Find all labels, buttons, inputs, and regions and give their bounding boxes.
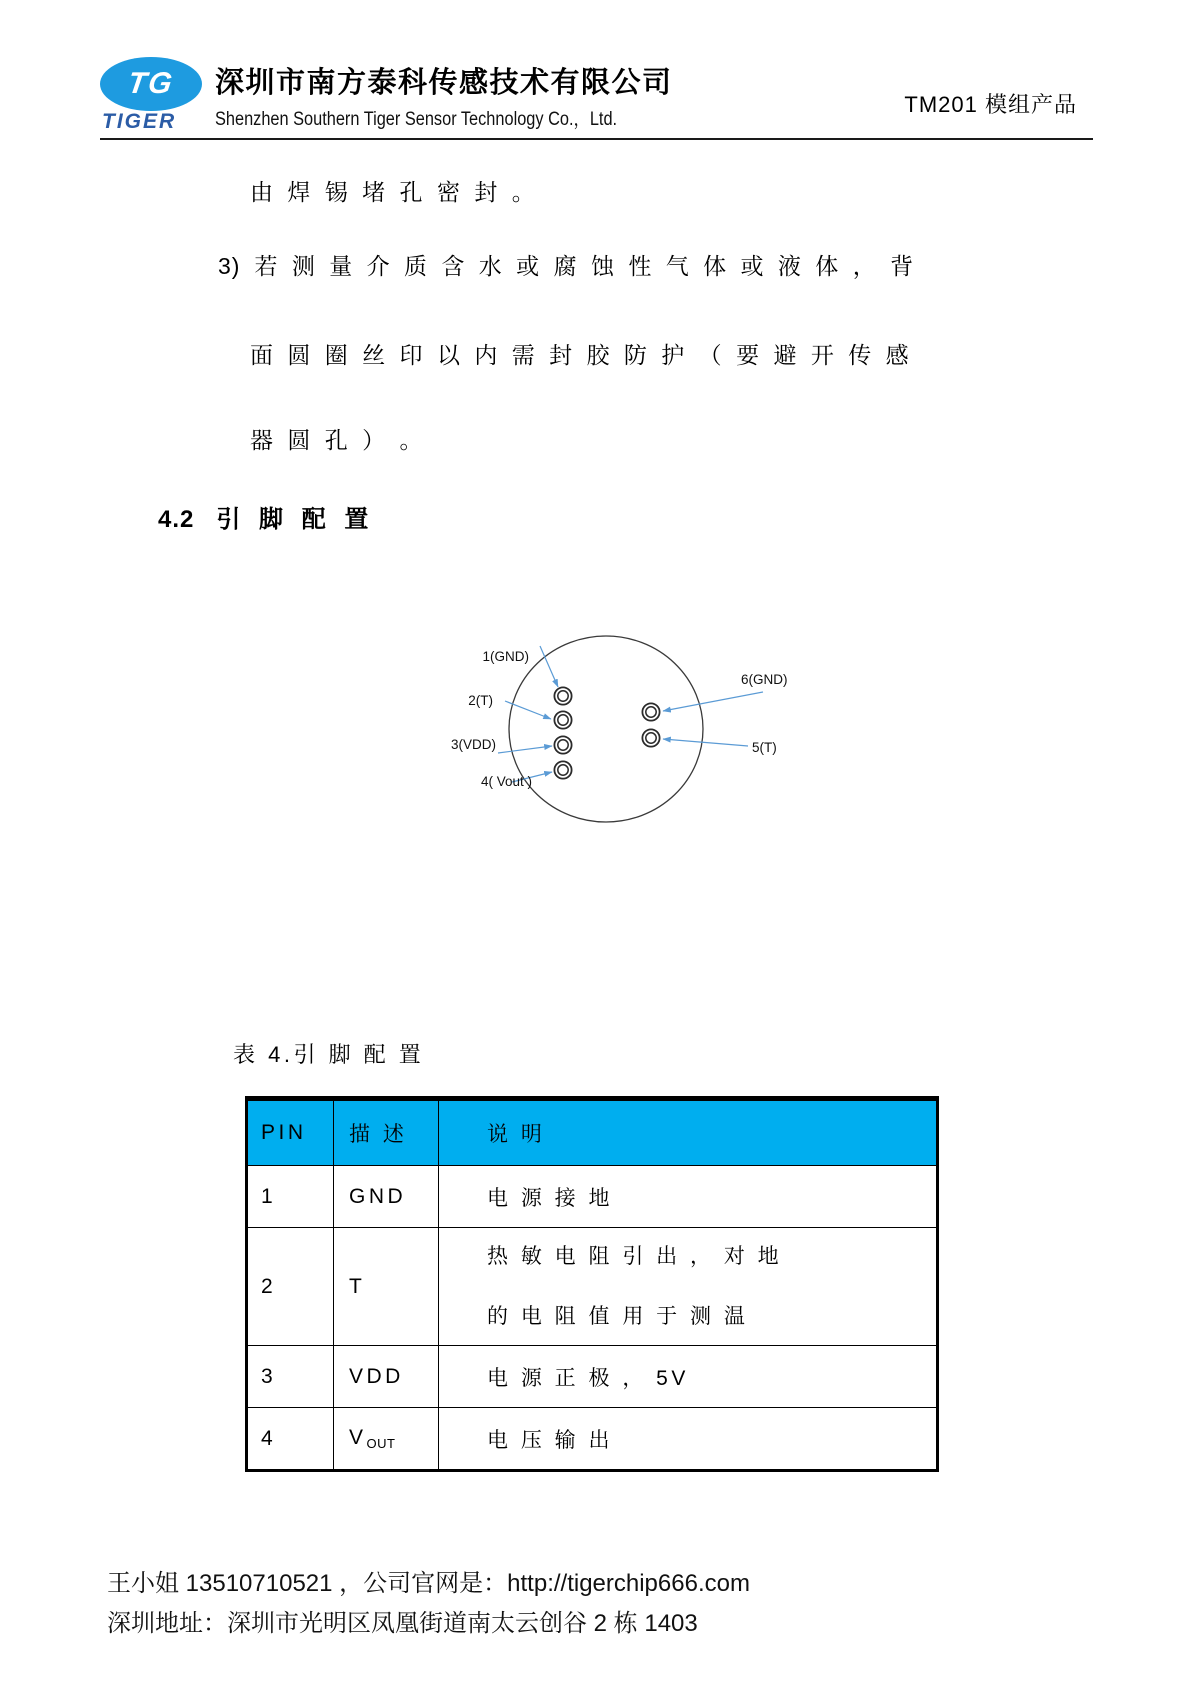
cell-note: 电 源 正 极 ， 5V [439, 1346, 938, 1408]
cell-pin: 3 [247, 1346, 334, 1408]
cell-pin: 1 [247, 1166, 334, 1228]
section-title: 引 脚 配 置 [216, 506, 375, 533]
pin-configuration-diagram [420, 585, 800, 835]
cell-note: 电 源 接 地 [439, 1166, 938, 1228]
leader-arrow-pin3 [498, 746, 552, 753]
logo-monogram: TG [125, 67, 177, 100]
cell-note [439, 1228, 938, 1346]
section-heading [158, 499, 374, 534]
pin-label-2: 2(T) [468, 693, 493, 708]
pin-4-hole [554, 761, 571, 778]
table-row [247, 1166, 938, 1228]
table-caption: 表 4.引 脚 配 置 [233, 1042, 425, 1067]
paragraph-line: 由 焊 锡 堵 孔 密 封 。 [250, 179, 539, 205]
pin-label-3: 3(VDD) [450, 737, 496, 752]
paragraph-line: 器 圆 孔 ） 。 [250, 427, 427, 453]
pin-label-6: 6(GND) [741, 672, 788, 687]
table-header-row [247, 1099, 938, 1166]
table-row [247, 1408, 938, 1471]
cell-desc [334, 1408, 439, 1471]
pin-label-4: 4( Vout ) [480, 774, 532, 789]
cell-pin: 2 [247, 1228, 334, 1346]
company-name-cn: 深圳市南方泰科传感技术有限公司 [215, 67, 673, 99]
column-header-note: 说 明 [439, 1099, 938, 1166]
pin-1-hole [554, 687, 571, 704]
paragraph-line: 面 圆 圈 丝 印 以 内 需 封 胶 防 护 （ 要 避 开 传 感 [250, 342, 913, 368]
vout-subscript: OUT [366, 1436, 396, 1451]
list-item-marker: 3) [218, 253, 241, 279]
cell-note: 电 压 输 出 [439, 1408, 938, 1471]
table-row [247, 1346, 938, 1408]
cell-desc: GND [334, 1166, 439, 1228]
pin-label-1: 1(GND) [482, 649, 529, 664]
tiger-logo-icon [100, 57, 202, 111]
note-line-1: 热 敏 电 阻 引 出 ， 对 地 [487, 1244, 783, 1268]
header-divider [100, 138, 1093, 140]
column-header-pin: PIN [247, 1099, 334, 1166]
pin-5-hole [642, 729, 659, 746]
list-item-text: 若 测 量 介 质 含 水 或 腐 蚀 性 气 体 或 液 体 ， 背 [254, 253, 918, 279]
list-item-3 [218, 248, 917, 281]
vout-symbol: V [349, 1426, 367, 1449]
cell-desc: T [334, 1228, 439, 1346]
pin-6-hole [642, 703, 659, 720]
leader-arrow-pin1 [540, 646, 558, 687]
leader-arrow-pin6 [663, 692, 763, 711]
leader-arrow-pin2 [505, 701, 551, 719]
logo-brand-text: TIGER [102, 110, 177, 133]
pin-configuration-table [245, 1096, 939, 1472]
cell-pin: 4 [247, 1408, 334, 1471]
product-tag: TM201 模组产品 [904, 92, 1077, 117]
column-header-desc: 描 述 [334, 1099, 439, 1166]
pin-label-5: 5(T) [752, 740, 777, 755]
note-line-2: 的 电 阻 值 用 于 测 温 [487, 1304, 749, 1328]
footer-address-line: 深圳地址：深圳市光明区凤凰街道南太云创谷 2 栋 1403 [107, 1610, 698, 1637]
cell-desc: VDD [334, 1346, 439, 1408]
leader-arrow-pin5 [663, 739, 748, 746]
footer-contact-line: 王小姐 13510710521 ，公司官网是：http://tigerchip666.com [107, 1570, 750, 1597]
pin-2-hole [554, 711, 571, 728]
pin-3-hole [554, 736, 571, 753]
section-number: 4.2 [158, 506, 195, 533]
table-row [247, 1228, 938, 1346]
sensor-outline-circle [509, 636, 703, 822]
company-name-en: Shenzhen Southern Tiger Sensor Technology Co.，Ltd. [215, 109, 618, 130]
